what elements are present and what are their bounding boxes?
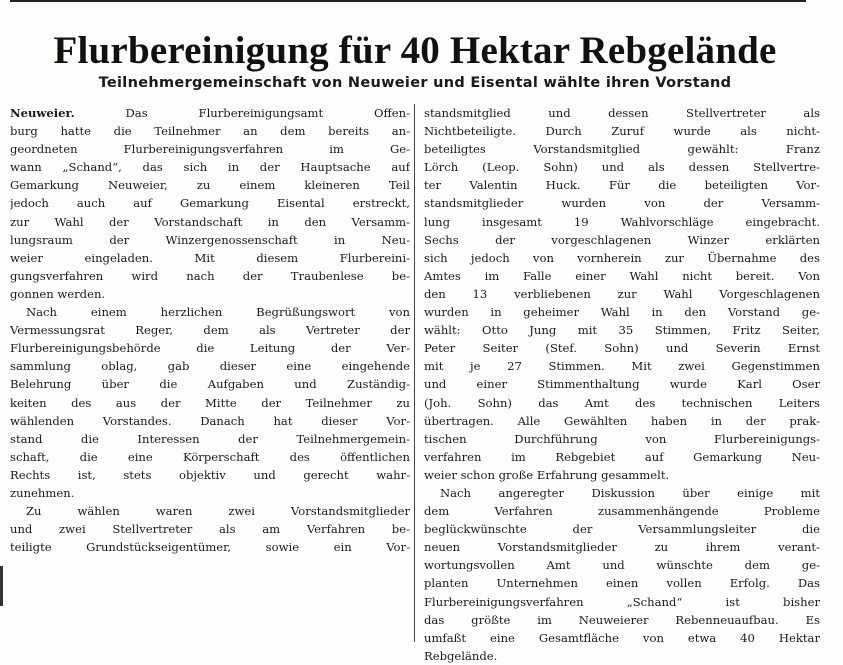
article-line: umfaßt eine Gesamtfläche von etwa 40 Hektar: [424, 630, 820, 645]
article-line: beglückwünschte der Versammlungsleiter die: [424, 522, 820, 537]
article-line: Vermessungsrat Reger, dem als Vertreter der: [10, 323, 410, 338]
article-line: Rechts ist, stets objektiv und gerecht wahr-: [10, 467, 410, 482]
article-line: Neuweier. Das Flurbereinigungsamt Offen-: [10, 106, 410, 120]
article-line: und zwei Stellvertreter als am Verfahren be-: [10, 522, 410, 537]
article-line: Gemarkung Neuweier, zu einem kleineren Teil: [10, 178, 410, 193]
article-line: keiten des aus der Mitte der Teilnehmer zu: [10, 395, 410, 410]
article-line: wann „Schand“, das sich in der Hauptsache auf: [10, 160, 410, 175]
article-line: verfahren im Rebgebiet auf Gemarkung Neu-: [424, 449, 820, 464]
headline: Flurbereinigung für 40 Hektar Rebgelände: [53, 29, 777, 72]
article-line: geordneten Flurbereinigungsverfahren im Ge-: [10, 142, 410, 157]
article-line: Belehrung über die Aufgaben und Zuständig-: [10, 377, 410, 392]
article-line: schaft, die eine Körperschaft des öffentlichen: [10, 449, 410, 464]
article-line: Amtes im Falle einer Wahl nicht bereit. Von: [424, 268, 820, 283]
article-line: standsmitglieder wurden von der Versamm-: [424, 196, 820, 211]
article-line: sich jedoch von vornherein zur Übernahme des: [424, 250, 820, 265]
article-line: Zu wählen waren zwei Vorstandsmitglieder: [26, 504, 410, 519]
column-divider: [414, 104, 415, 642]
article-line: wortungsvollen Amt und wünschte dem ge-: [424, 558, 820, 573]
article-line: lung insgesamt 19 Wahlvorschläge eingebracht.: [424, 214, 820, 229]
scan-edge-mark: [0, 566, 3, 606]
article-line: tischen Durchführung von Flurbereinigungs-: [424, 431, 820, 446]
article-line: jedoch auch auf Gemarkung Eisental erstreckt,: [10, 196, 410, 211]
article-line: neuen Vorstandsmitglieder zu ihrem verant-: [424, 540, 820, 555]
article-line: weier schon große Erfahrung gesammelt.: [424, 467, 670, 482]
article-line: mit je 27 Stimmen. Mit zwei Gegenstimmen: [424, 359, 820, 374]
article-line: wählenden Vorstandes. Danach hat dieser Vor-: [10, 413, 410, 428]
article-line: Nach einem herzlichen Begrüßungswort von: [26, 305, 410, 320]
subheadline: Teilnehmergemeinschaft von Neuweier und Eisental wählte ihren Vorstand: [98, 75, 732, 91]
article-line: wählt: Otto Jung mit 35 Stimmen, Fritz Seiter,: [424, 323, 820, 338]
article-line: Lörch (Leop. Sohn) und als dessen Stellvertre-: [424, 160, 820, 175]
article-line: burg hatte die Teilnehmer an dem bereits an-: [10, 124, 410, 139]
article-line: zur Wahl der Vorstandschaft in den Versamm-: [10, 214, 410, 229]
article-line: planten Unternehmen einen vollen Erfolg. Das: [424, 576, 820, 591]
article-line: sammlung oblag, gab dieser eine eingehende: [10, 359, 410, 374]
article-line: teiligte Grundstückseigentümer, sowie ein Vor-: [10, 540, 410, 555]
article-line: weier eingeladen. Mit diesem Flurbereini-: [10, 250, 410, 265]
article-line: übertragen. Alle Gewählten haben in der prak-: [424, 413, 820, 428]
article-line: Flurbereinigungsverfahren „Schand“ ist bisher: [424, 594, 820, 609]
article-line: lungsraum der Winzergenossenschaft in Neu-: [10, 232, 410, 247]
article-line: den 13 verbliebenen zur Wahl Vorgeschlagenen: [424, 286, 820, 301]
article-line: gungsverfahren wird nach der Traubenlese be-: [10, 268, 410, 283]
article-line: standsmitglied und dessen Stellvertreter als: [424, 106, 820, 120]
article-line: stand die Interessen der Teilnehmergemein-: [10, 431, 410, 446]
dateline: Neuweier.: [10, 106, 75, 120]
article-line: (Joh. Sohn) das Amt des technischen Leiters: [424, 395, 820, 410]
article-line: beteiligtes Vorstandsmitglied gewählt: Franz: [424, 142, 820, 157]
article-line: Nichtbeteiligte. Durch Zuruf wurde als nicht-: [424, 124, 820, 139]
article-column-left: [10, 104, 410, 556]
article-line: zunehmen.: [10, 485, 75, 500]
article-line: Peter Seiter (Stef. Sohn) und Severin Ernst: [424, 341, 820, 356]
article-line: das größte im Neuweierer Rebenneuaufbau. Es: [424, 612, 820, 627]
article-line: Flurbereinigungsbehörde die Leitung der Ver-: [10, 341, 410, 356]
article-line: und einer Stimmenthaltung wurde Karl Oser: [424, 377, 820, 392]
article-line: Sechs der vorgeschlagenen Winzer erklärten: [424, 232, 820, 247]
article-column-right: [424, 104, 820, 665]
article-line: gonnen werden.: [10, 286, 106, 301]
article-line: Rebgelände.: [424, 648, 498, 663]
article-line: wurden in geheimer Wahl in den Vorstand ge-: [424, 305, 820, 320]
article-line: Nach angeregter Diskussion über einige mit: [440, 485, 820, 500]
top-rule: [10, 0, 806, 2]
article-line: dem Verfahren zusammenhängende Probleme: [424, 504, 820, 519]
article-line: ter Valentin Huck. Für die beteiligten Vor-: [424, 178, 820, 193]
